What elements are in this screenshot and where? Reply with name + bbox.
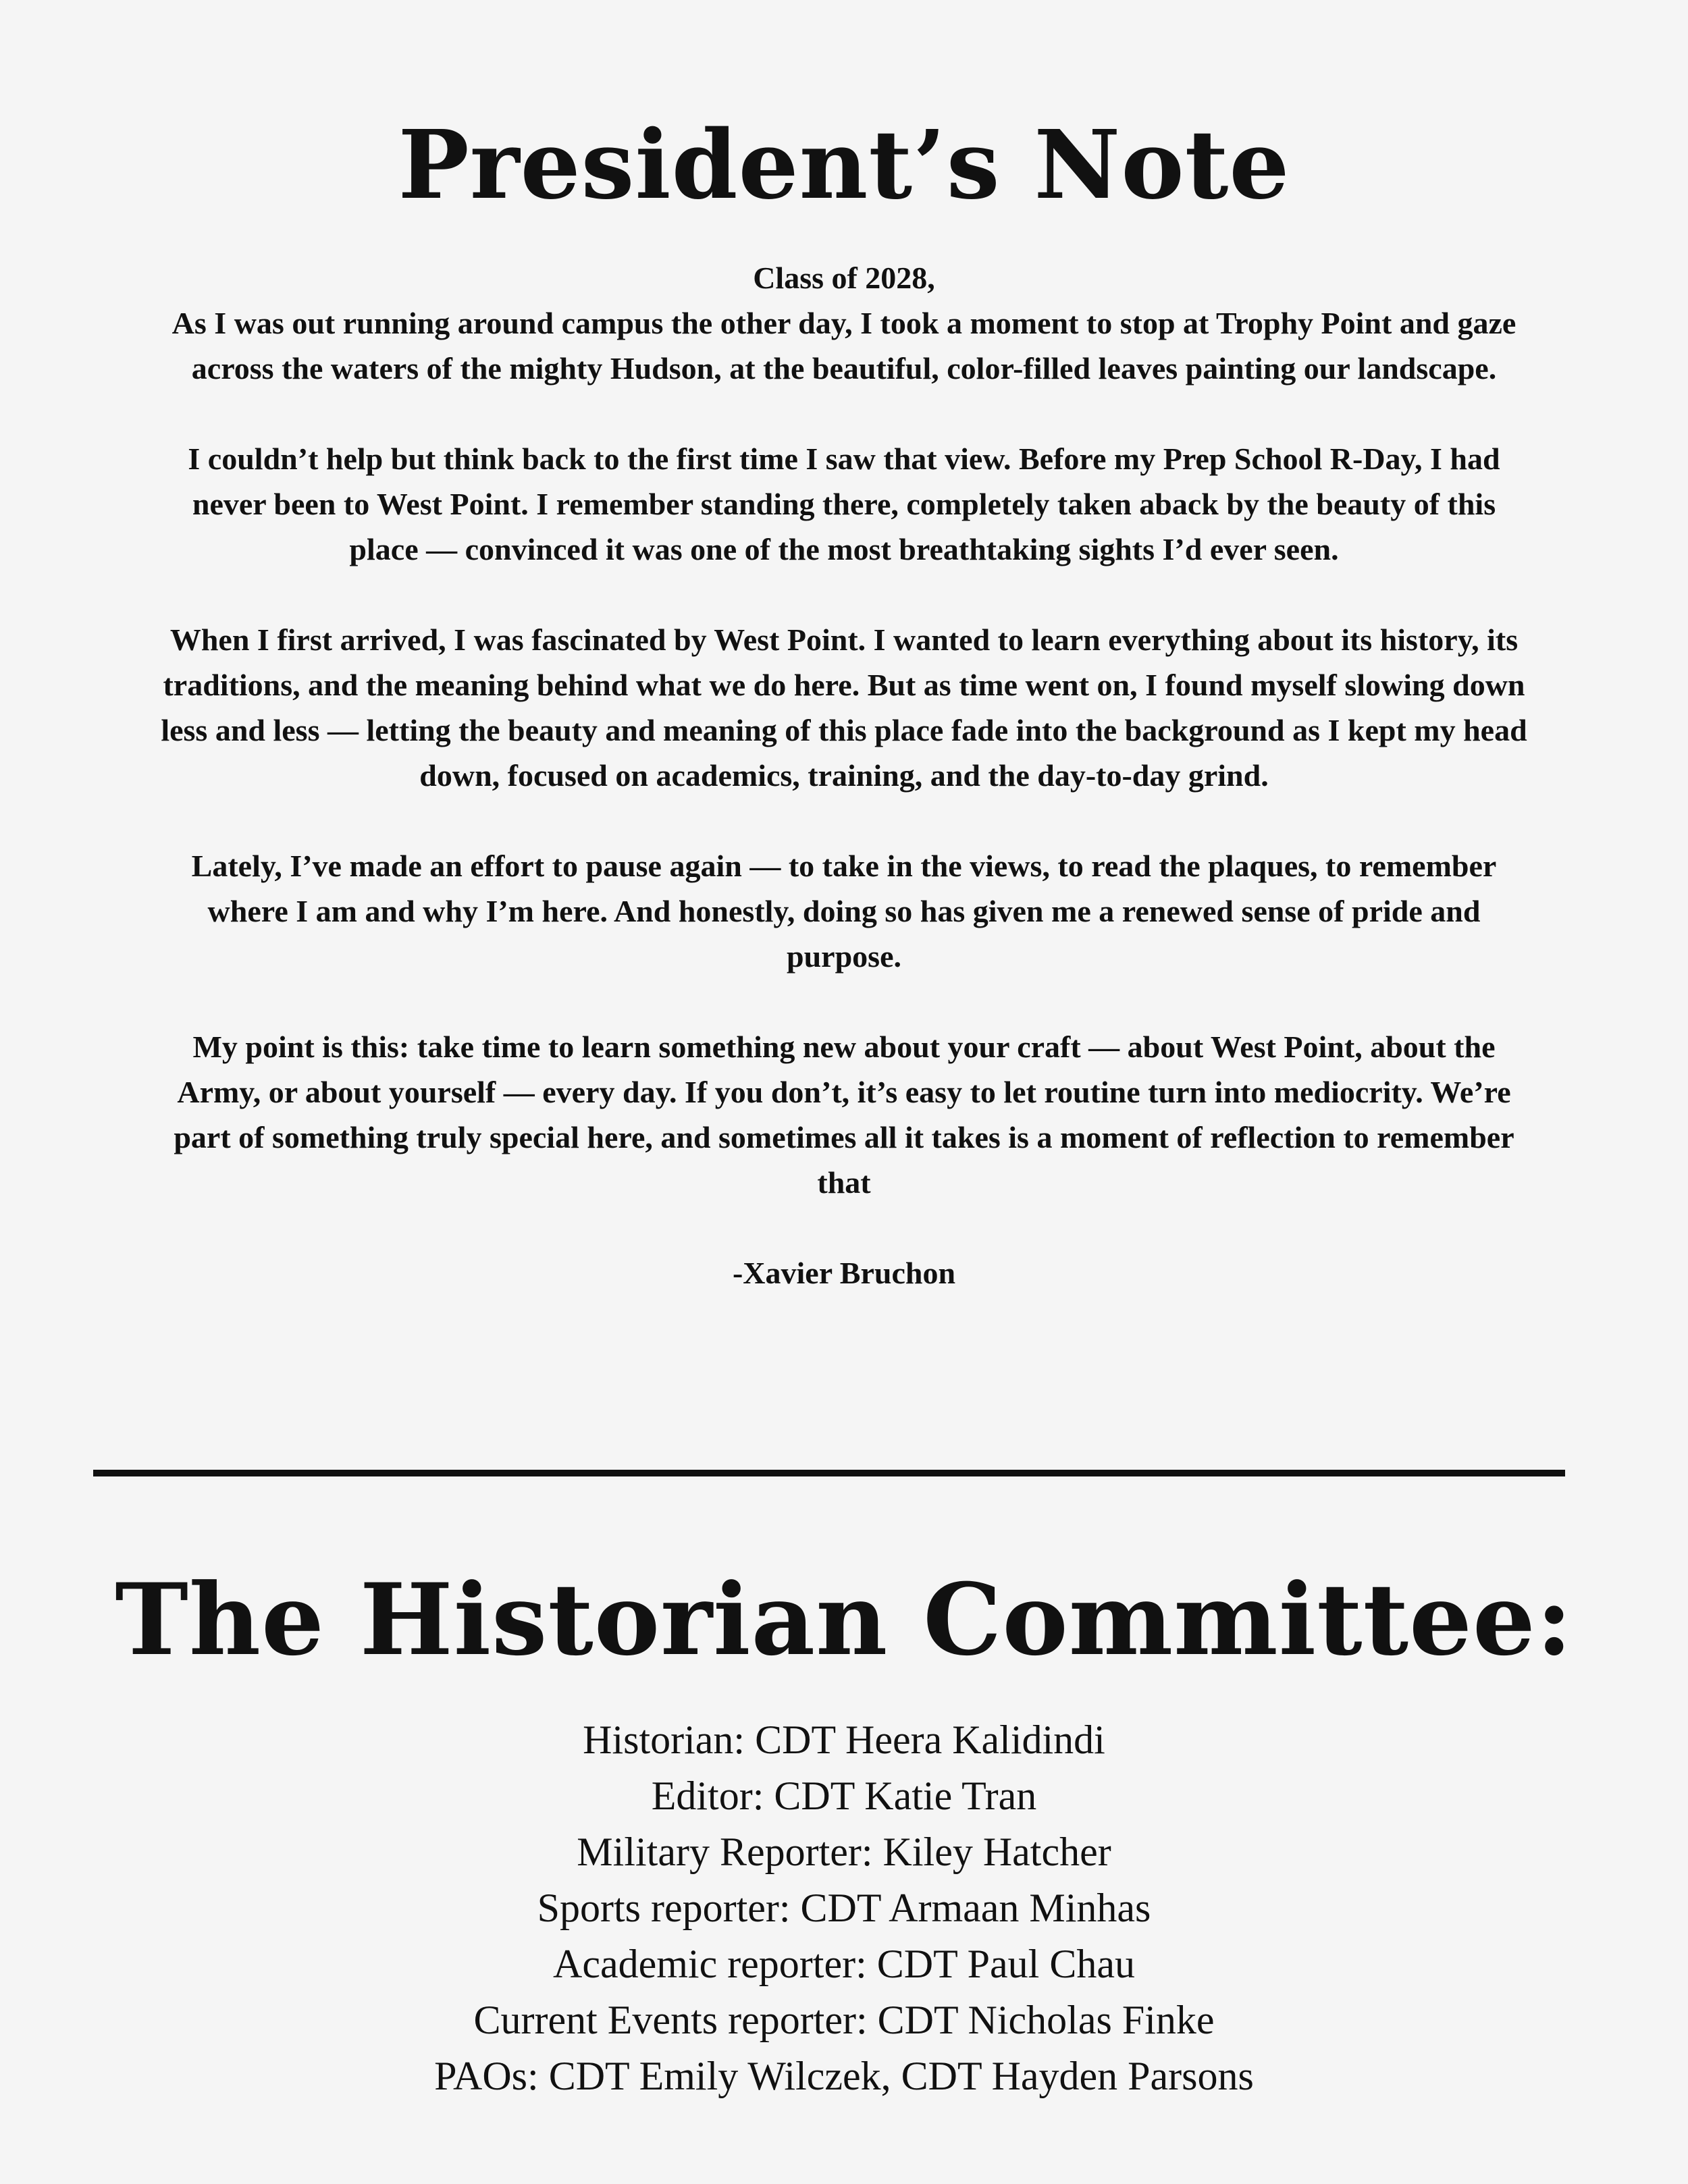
note-paragraph-4: Lately, I’ve made an effort to pause again — to take in the views, to read the plaques, to remember where I am and why I’m here. And honestly, doing so has given me a renewed sense of pride and purpose. — [191, 849, 1497, 974]
president-note-body — [155, 255, 1533, 1296]
note-paragraph-5: My point is this: take time to learn something new about your craft — about West Point, about the Army, or about yourself — every day. If you don’t, it’s easy to let routine turn into mediocrity. We’re part of something truly special here, and sometimes all it takes is a moment of reflection to remember that — [174, 1030, 1514, 1200]
note-paragraph-2: I couldn’t help but think back to the first time I saw that view. Before my Prep School R-Day, I had never been to West Point. I remember standing there, completely taken aback by the beauty of this place — convinced it was one of the most breathtaking sights I’d ever seen. — [188, 442, 1500, 566]
note-paragraph-3: When I first arrived, I was fascinated by West Point. I wanted to learn everything about its history, its traditions, and the meaning behind what we do here. But as time went on, I found myself slowing down less and less — letting the beauty and meaning of this place fade into the background as I kept my head down, focused on academics, training, and the day-to-day grind. — [161, 622, 1527, 793]
president-note-title: President’s Note — [398, 110, 1290, 221]
committee-member: PAOs: CDT Emily Wilczek, CDT Hayden Parsons — [434, 2054, 1254, 2098]
committee-member: Sports reporter: CDT Armaan Minhas — [537, 1886, 1151, 1930]
note-greeting: Class of 2028, — [753, 261, 935, 295]
committee-member: Military Reporter: Kiley Hatcher — [577, 1830, 1111, 1874]
committee-member: Academic reporter: CDT Paul Chau — [553, 1942, 1135, 1986]
committee-member-list — [0, 1712, 1688, 2104]
note-signature: -Xavier Bruchon — [732, 1256, 956, 1290]
committee-member: Editor: CDT Katie Tran — [651, 1774, 1037, 1818]
note-paragraph-1: As I was out running around campus the other day, I took a moment to stop at Trophy Point and gaze across the waters of the mighty Hudson, at the beautiful, color-filled leaves painting our landscape. — [172, 306, 1516, 385]
committee-member: Current Events reporter: CDT Nicholas Finke — [473, 1998, 1215, 2042]
historian-committee-title: The Historian Committee: — [115, 1562, 1573, 1678]
section-divider — [93, 1470, 1565, 1476]
committee-member: Historian: CDT Heera Kalidindi — [583, 1717, 1105, 1762]
